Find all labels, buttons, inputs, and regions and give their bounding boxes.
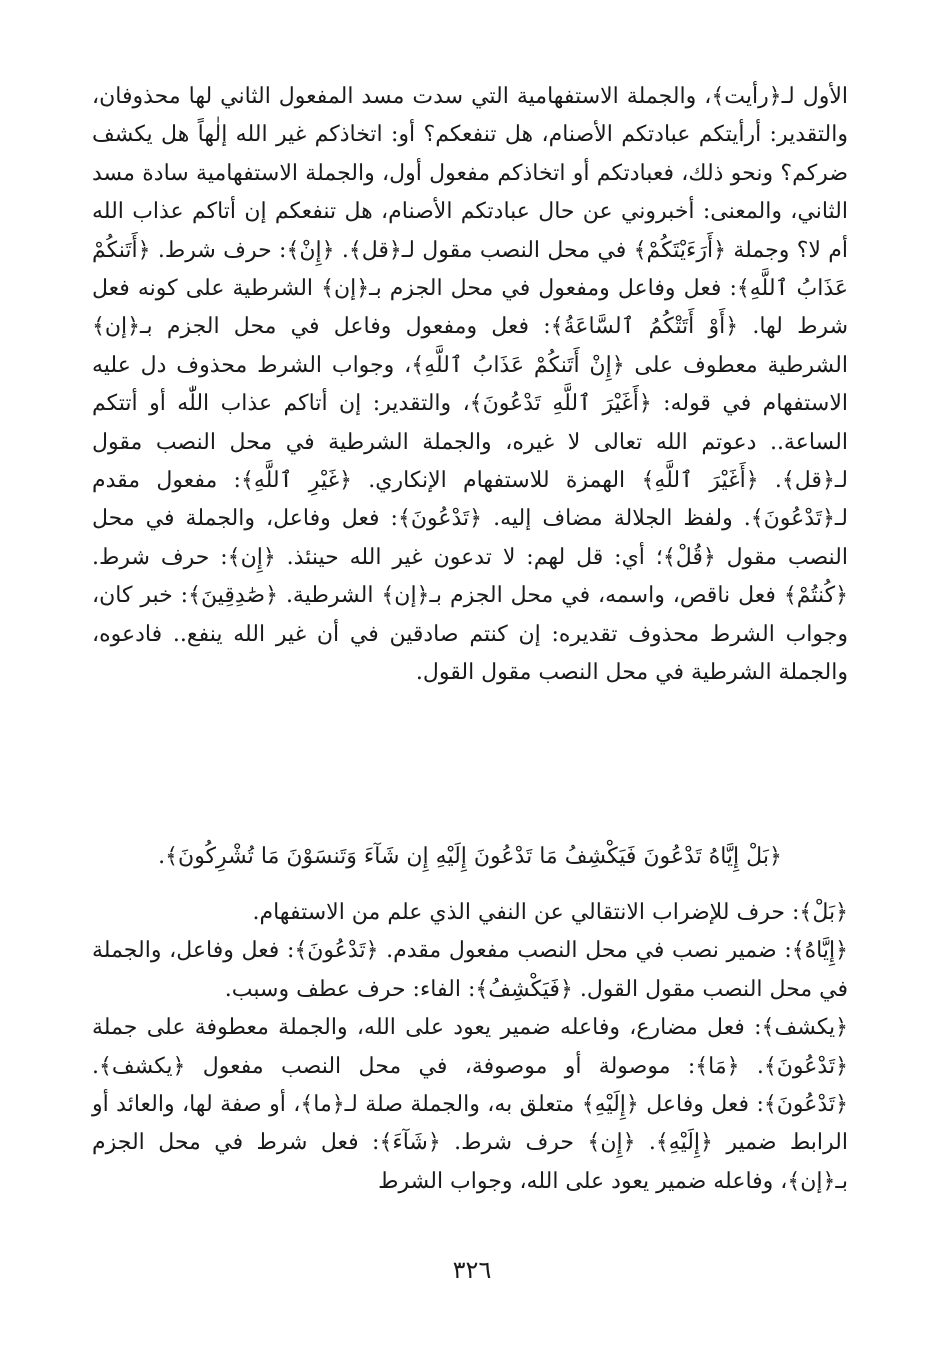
quran-verse: ﴿بَلْ إِيَّاهُ تَدْعُونَ فَيَكْشِفُ مَا تَدْعُونَ إِلَيْهِ إِن شَآءَ وَتَنسَوْنَ مَا تُشْرِكُونَ﴾. <box>158 844 782 869</box>
grammar-analysis-section <box>92 894 848 1201</box>
paragraph: ﴿بَلْ﴾: حرف للإضراب الانتقالي عن النفي الذي علم من الاستفهام. <box>252 900 848 925</box>
paragraph: ﴿إِيَّاهُ﴾: ضمير نصب في محل النصب مفعول مقدم. ﴿تَدْعُونَ﴾: فعل وفاعل، والجملة في محل النصب مقول القول. ﴿فَيَكْشِفُ﴾: الفاء: حرف عطف وسبب. <box>92 938 848 1002</box>
paragraph: الأول لـ﴿رأيت﴾، والجملة الاستفهامية التي سدت مسد المفعول الثاني لها محذوفان، والتقدير: أرأيتكم عبادتكم الأصنام، هل تنفعكم؟ أو: اتخاذكم غير الله إلٰهاً هل يكشف ضركم؟ ونحو ذلك، فعبادتكم أو اتخاذكم مفعول أول، والجملة الاستفهامية سادة مسد الثاني، والمعنى: أخبروني عن حال عبادتكم الأصنام، هل تنفعكم إن أتاكم عذاب الله أم لا؟ وجملة ﴿أَرَءَيْتَكُمْ﴾ في محل النصب مقول لـ﴿قل﴾. ﴿إِنْ﴾: حرف شرط. ﴿أَتَنكُمْ عَذَابُ ٱللَّهِ﴾: فعل وفاعل ومفعول في محل الجزم بـ﴿إن﴾ الشرطية على كونه فعل شرط لها. ﴿أَوْ أَتَتْكُمُ ٱلسَّاعَةُ﴾: فعل ومفعول وفاعل في محل الجزم بـ﴿إن﴾ الشرطية معطوف على ﴿إِنْ أَتَنكُمْ عَذَابُ ٱللَّهِ﴾، وجواب الشرط محذوف دل عليه الاستفهام في قوله: ﴿أَغَيْرَ ٱللَّهِ تَدْعُونَ﴾، والتقدير: إن أتاكم عذاب اللّٰه أو أتتكم الساعة.. دعوتم الله تعالى لا غيره، والجملة الشرطية في محل النصب مقول لـ﴿قل﴾. ﴿أَغَيْرَ ٱللَّهِ﴾ الهمزة للاستفهام الإنكاري. ﴿غَيْرِ ٱللَّهِ﴾: مفعول مقدم لـ﴿تَدْعُونَ﴾. ولفظ الجلالة مضاف إليه. ﴿تَدْعُونَ﴾: فعل وفاعل، والجملة في محل النصب مقول ﴿قُلْ﴾؛ أي: قل لهم: لا تدعون غير الله حينئذ. ﴿إِن﴾: حرف شرط. ﴿كُنتُمْ﴾ فعل ناقص، واسمه، في محل الجزم بـ﴿إن﴾ الشرطية. ﴿صَٰدِقِينَ﴾: خبر كان، وجواب الشرط محذوف تقديره: إن كنتم صادقين في أن غير الله ينفع.. فادعوه، والجملة الشرطية في محل النصب مقول القول. <box>92 84 849 686</box>
paragraph: ﴿يكشف﴾: فعل مضارع، وفاعله ضمير يعود على الله، والجملة معطوفة على جملة ﴿تَدْعُونَ﴾. ﴿مَا﴾: موصولة أو موصوفة، في محل النصب مفعول ﴿يكشف﴾. ﴿تَدْعُونَ﴾: فعل وفاعل ﴿إِلَيْهِ﴾ متعلق به، والجملة صلة لـ﴿ما﴾، أو صفة لها، والعائد أو الرابط ضمير ﴿إِلَيْهِ﴾. ﴿إِن﴾ حرف شرط. ﴿شَآءَ﴾: فعل شرط في محل الجزم بـ﴿إن﴾، وفاعله ضمير يعود على الله، وجواب الشرط <box>92 1015 848 1194</box>
commentary-section <box>92 78 848 693</box>
page-number: ٣٢٦ <box>452 1256 492 1284</box>
